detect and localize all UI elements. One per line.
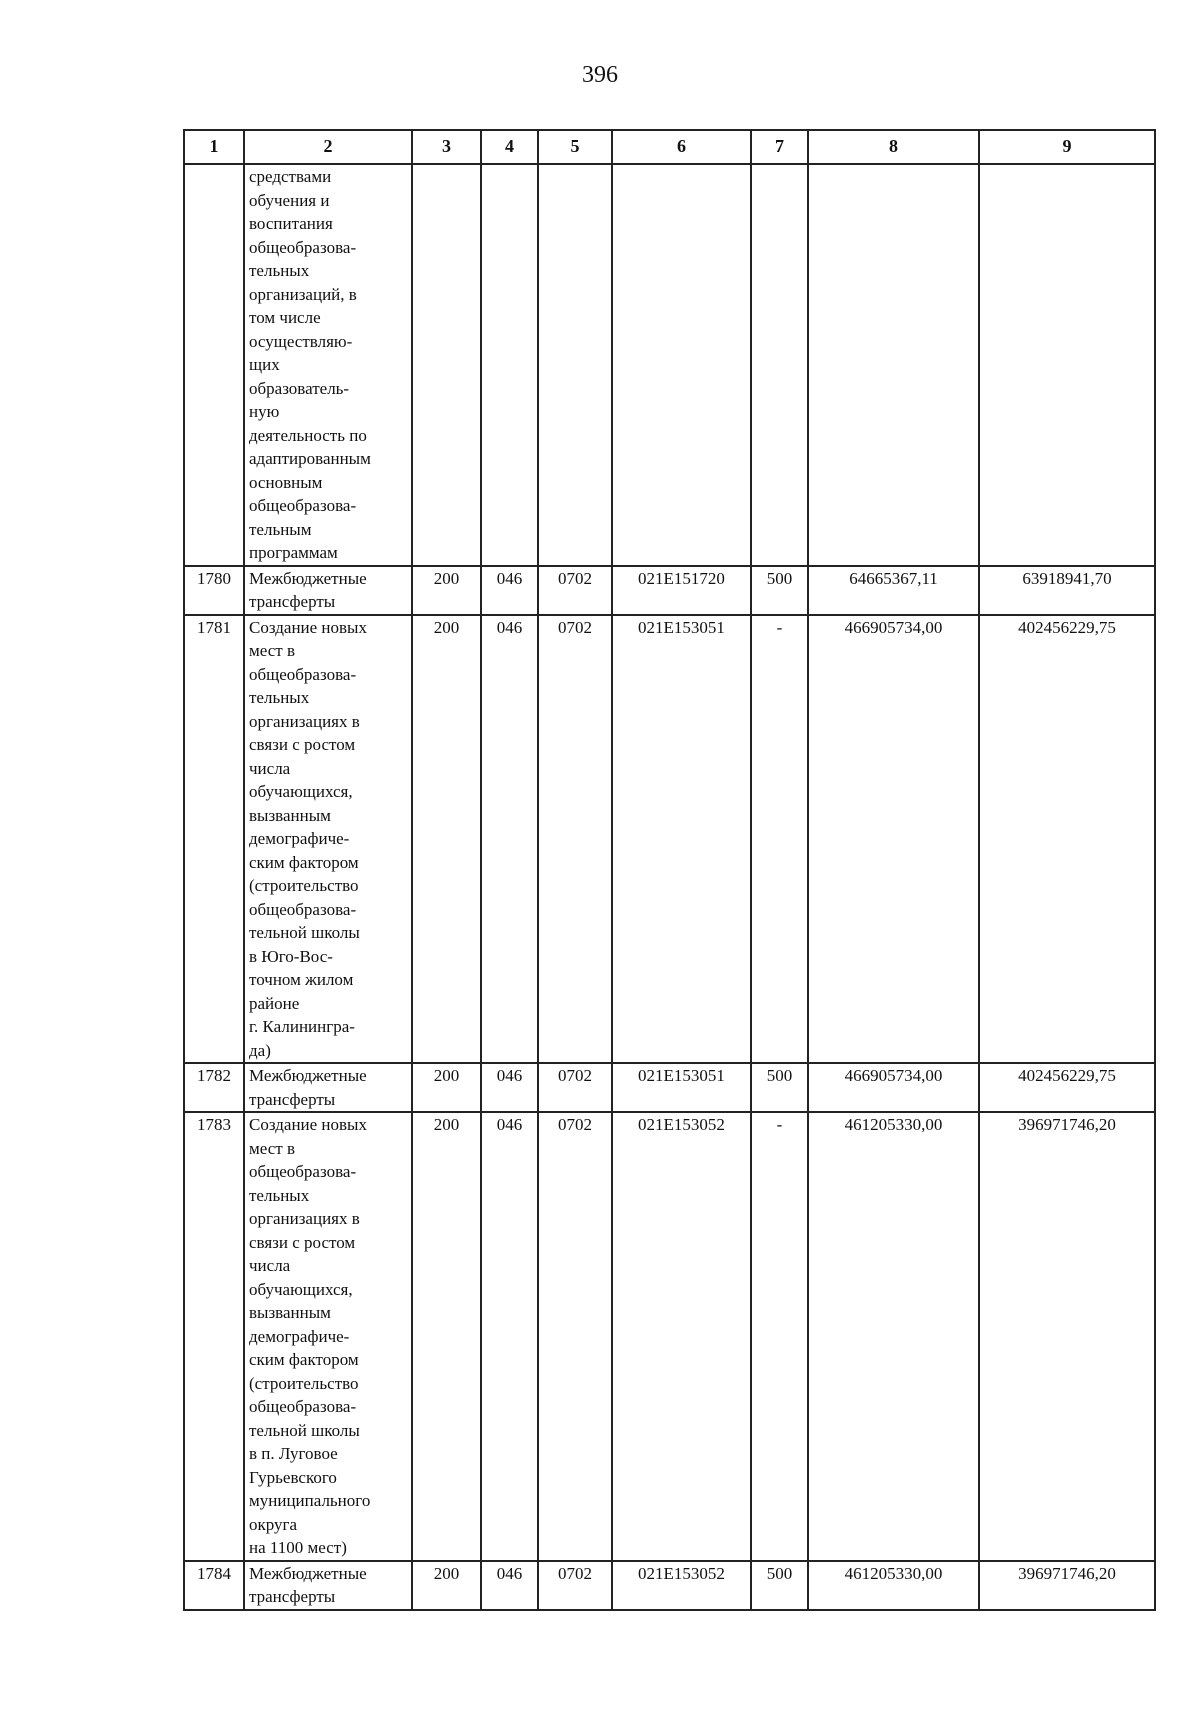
cell-col-5: 0702 [538, 1063, 612, 1112]
row-number: 1784 [184, 1561, 244, 1610]
cell-col-9: 402456229,75 [979, 1063, 1155, 1112]
cell-col-3 [412, 164, 481, 566]
cell-col-4: 046 [481, 566, 538, 615]
row-number: 1783 [184, 1112, 244, 1561]
row-number: 1781 [184, 615, 244, 1064]
cell-col-5: 0702 [538, 1561, 612, 1610]
row-number [184, 164, 244, 566]
header-col-1: 1 [184, 130, 244, 164]
cell-col-7: 500 [751, 1063, 808, 1112]
cell-col-3: 200 [412, 566, 481, 615]
header-col-6: 6 [612, 130, 751, 164]
cell-col-8: 466905734,00 [808, 615, 979, 1064]
header-col-7: 7 [751, 130, 808, 164]
cell-col-8: 466905734,00 [808, 1063, 979, 1112]
row-name: средствами обучения и воспитания общеобразова- тельных организаций, в том числе осуществляю- щих образователь- ную деятельность по адаптированным основным общеобразова- тельным программам [244, 164, 412, 566]
cell-col-4: 046 [481, 1561, 538, 1610]
table-row [184, 615, 1155, 1064]
cell-col-9 [979, 164, 1155, 566]
cell-col-9: 396971746,20 [979, 1561, 1155, 1610]
cell-col-4 [481, 164, 538, 566]
cell-col-5 [538, 164, 612, 566]
page-number: 396 [582, 62, 618, 88]
cell-col-9: 396971746,20 [979, 1112, 1155, 1561]
cell-col-8: 64665367,11 [808, 566, 979, 615]
header-col-2: 2 [244, 130, 412, 164]
cell-col-7: - [751, 1112, 808, 1561]
header-col-5: 5 [538, 130, 612, 164]
cell-col-6: 021E151720 [612, 566, 751, 615]
cell-col-6 [612, 164, 751, 566]
cell-col-9: 402456229,75 [979, 615, 1155, 1064]
row-name: Создание новых мест в общеобразова- тельных организациях в связи с ростом числа обучающихся, вызванным демографиче- ским фактором (строительство общеобразова- тельной школы в п. Луговое Гурьевского муниципального округа на 1100 мест) [244, 1112, 412, 1561]
row-name: Межбюджетные трансферты [244, 1561, 412, 1610]
cell-col-3: 200 [412, 1112, 481, 1561]
row-number: 1782 [184, 1063, 244, 1112]
row-number: 1780 [184, 566, 244, 615]
cell-col-4: 046 [481, 1063, 538, 1112]
cell-col-8: 461205330,00 [808, 1561, 979, 1610]
cell-col-7: 500 [751, 566, 808, 615]
cell-col-8 [808, 164, 979, 566]
cell-col-4: 046 [481, 1112, 538, 1561]
cell-col-8: 461205330,00 [808, 1112, 979, 1561]
cell-col-3: 200 [412, 1063, 481, 1112]
cell-col-6: 021E153051 [612, 615, 751, 1064]
cell-col-4: 046 [481, 615, 538, 1064]
header-col-8: 8 [808, 130, 979, 164]
cell-col-5: 0702 [538, 615, 612, 1064]
header-col-3: 3 [412, 130, 481, 164]
header-col-4: 4 [481, 130, 538, 164]
budget-table [183, 129, 1156, 1611]
header-row [184, 130, 1155, 164]
cell-col-3: 200 [412, 615, 481, 1064]
table-row [184, 1561, 1155, 1610]
row-name: Межбюджетные трансферты [244, 1063, 412, 1112]
table-row [184, 1063, 1155, 1112]
header-col-9: 9 [979, 130, 1155, 164]
table-row [184, 1112, 1155, 1561]
row-name: Межбюджетные трансферты [244, 566, 412, 615]
cell-col-7 [751, 164, 808, 566]
cell-col-6: 021E153052 [612, 1112, 751, 1561]
table-row [184, 164, 1155, 566]
cell-col-5: 0702 [538, 566, 612, 615]
cell-col-9: 63918941,70 [979, 566, 1155, 615]
cell-col-7: - [751, 615, 808, 1064]
cell-col-7: 500 [751, 1561, 808, 1610]
cell-col-5: 0702 [538, 1112, 612, 1561]
table-row [184, 566, 1155, 615]
cell-col-3: 200 [412, 1561, 481, 1610]
row-name: Создание новых мест в общеобразова- тельных организациях в связи с ростом числа обучающихся, вызванным демографиче- ским фактором (строительство общеобразова- тельной школы в Юго-Вос- точном жилом районе г. Калинингра- да) [244, 615, 412, 1064]
cell-col-6: 021E153052 [612, 1561, 751, 1610]
cell-col-6: 021E153051 [612, 1063, 751, 1112]
